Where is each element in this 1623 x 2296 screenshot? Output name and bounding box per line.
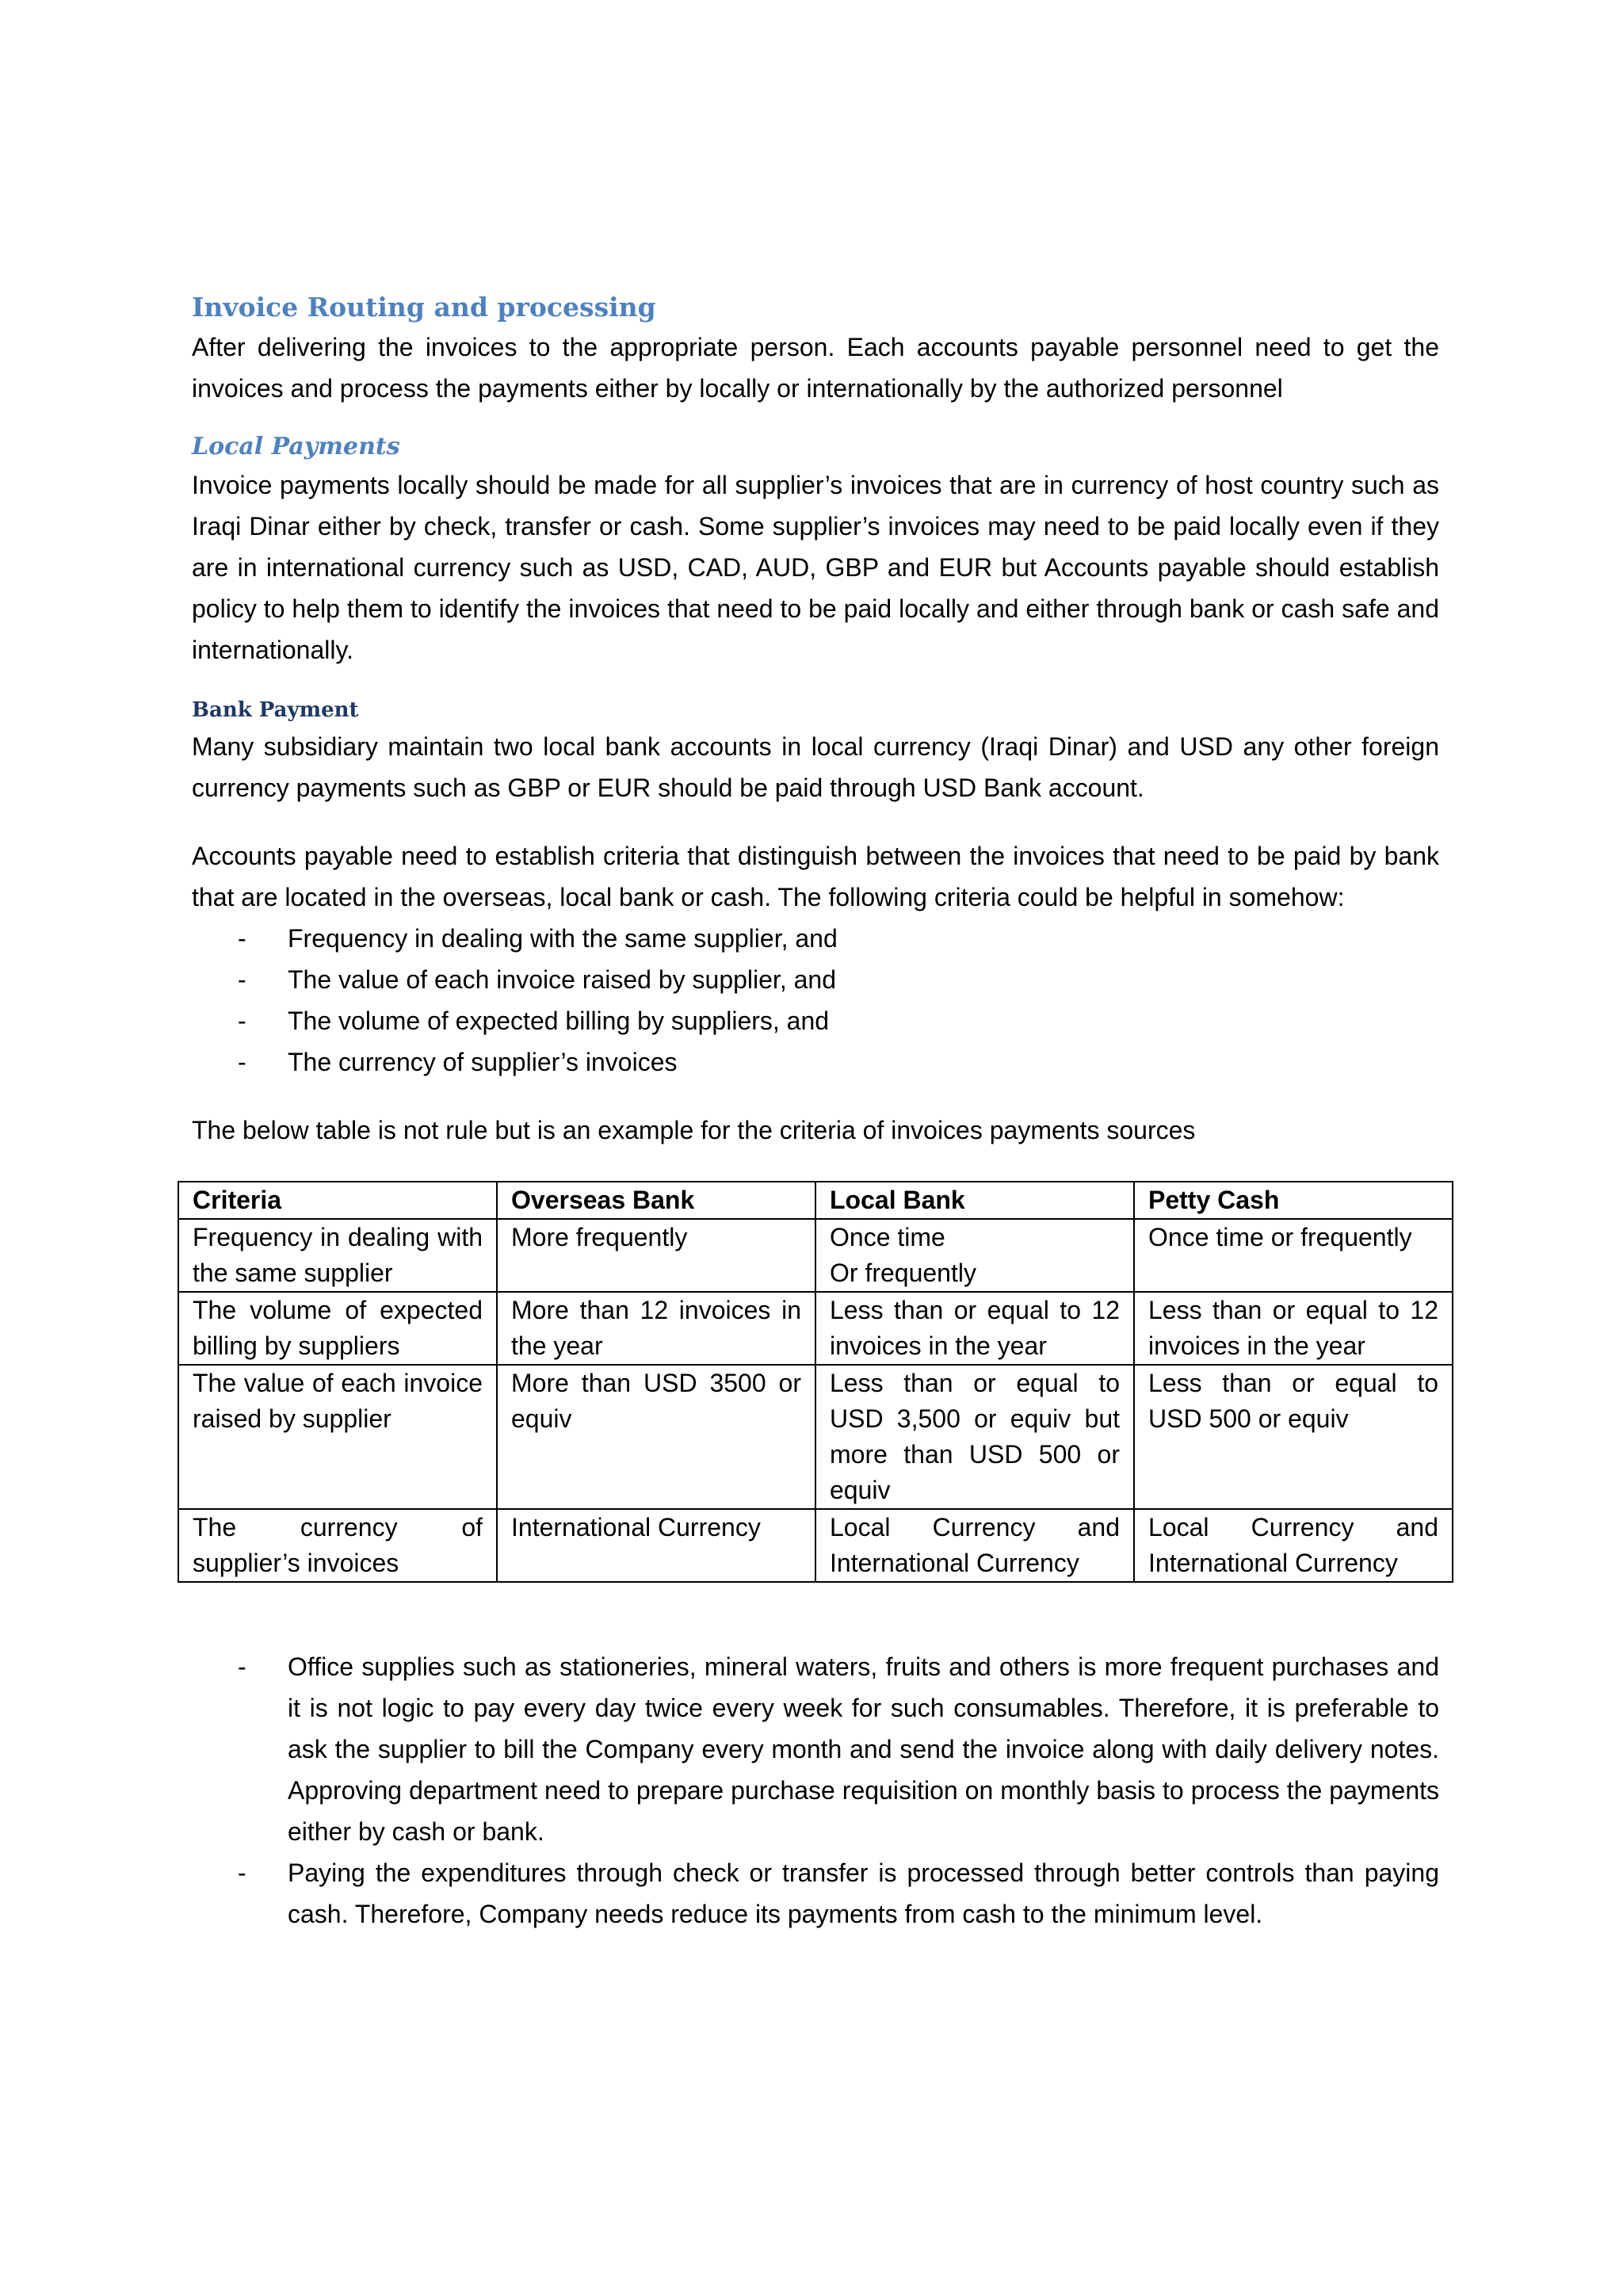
bank-payment-heading: Bank Payment	[192, 698, 359, 722]
list-item-text: The currency of supplier’s invoices	[288, 1048, 678, 1076]
cell-criteria: The volume of expected billing by suppliers	[178, 1292, 497, 1365]
header-criteria: Criteria	[178, 1182, 497, 1219]
table-row	[178, 1219, 1453, 1292]
list-item-text: The value of each invoice raised by supplier, and	[288, 965, 836, 994]
cell-overseas: More frequently	[497, 1219, 815, 1292]
document-page	[192, 288, 1439, 1935]
cell-criteria: The value of each invoice raised by supplier	[178, 1365, 497, 1509]
header-petty-cash: Petty Cash	[1134, 1182, 1453, 1219]
cell-local: Local Currency and International Currency	[815, 1509, 1134, 1582]
intro-paragraph: After delivering the invoices to the appropriate person. Each accounts payable personnel need to get the invoices and process the payments either by locally or internationally by the authorized personnel	[192, 333, 1439, 403]
table-header-row	[178, 1182, 1453, 1219]
list-item-text: The volume of expected billing by suppliers, and	[288, 1007, 830, 1035]
cell-local: Less than or equal to 12 invoices in the year	[815, 1292, 1134, 1365]
list-item	[192, 1041, 1439, 1083]
cell-local: Less than or equal to USD 3,500 or equiv but more than USD 500 or equiv	[815, 1365, 1134, 1509]
list-item-text: Office supplies such as stationeries, mineral waters, fruits and others is more frequent purchases and it is not logic to pay every day twice every week for such consumables. Therefore, it is preferable to ask the supplier to bill the Company every month and send the invoice along with daily delivery notes. Approving department need to prepare purchase requisition on monthly basis to process the payments either by cash or bank.	[288, 1652, 1439, 1846]
cell-overseas: More than 12 invoices in the year	[497, 1292, 815, 1365]
cell-petty: Less than or equal to 12 invoices in the year	[1134, 1292, 1453, 1365]
list-item	[192, 1000, 1439, 1041]
list-item	[192, 918, 1439, 959]
local-payments-heading: Local Payments	[192, 433, 400, 460]
cell-local-line: Or frequently	[830, 1259, 976, 1287]
dash-bullet: -	[238, 965, 246, 994]
criteria-table	[178, 1181, 1453, 1583]
dash-bullet: -	[238, 924, 246, 953]
list-item	[192, 959, 1439, 1000]
cell-petty: Once time or frequently	[1134, 1219, 1453, 1292]
criteria-intro-paragraph: Accounts payable need to establish criteria that distinguish between the invoices that need to be paid by bank that are located in the overseas, local bank or cash. The following criteria could be helpful in somehow:	[192, 842, 1439, 911]
bank-payment-paragraph: Many subsidiary maintain two local bank accounts in local currency (Iraqi Dinar) and USD any other foreign currency payments such as GBP or EUR should be paid through USD Bank account.	[192, 732, 1439, 802]
cell-local-line: Once time	[830, 1223, 945, 1251]
cell-petty: Local Currency and International Currency	[1134, 1509, 1453, 1582]
dash-bullet: -	[238, 1652, 246, 1681]
table-row	[178, 1365, 1453, 1509]
table-row	[178, 1509, 1453, 1582]
cell-local	[815, 1219, 1134, 1292]
local-payments-paragraph: Invoice payments locally should be made for all supplier’s invoices that are in currency of host country such as Iraqi Dinar either by check, transfer or cash. Some supplier’s invoices may need to be paid locally even if they are in international currency such as USD, CAD, AUD, GBP and EUR but Accounts payable should establish policy to help them to identify the invoices that need to be paid locally and either through bank or cash safe and internationally.	[192, 471, 1439, 664]
header-local-bank: Local Bank	[815, 1182, 1134, 1219]
table-intro-paragraph: The below table is not rule but is an example for the criteria of invoices payments sources	[192, 1116, 1196, 1144]
header-overseas-bank: Overseas Bank	[497, 1182, 815, 1219]
list-item	[192, 1852, 1439, 1935]
cell-criteria: Frequency in dealing with the same supplier	[178, 1219, 497, 1292]
cell-petty: Less than or equal to USD 500 or equiv	[1134, 1365, 1453, 1509]
section-title: Invoice Routing and processing	[192, 292, 656, 323]
cell-criteria: The currency of supplier’s invoices	[178, 1509, 497, 1582]
criteria-list	[192, 918, 1439, 1083]
list-item-text: Paying the expenditures through check or transfer is processed through better controls than paying cash. Therefore, Company needs reduce its payments from cash to the minimum level.	[288, 1859, 1439, 1928]
cell-overseas: International Currency	[497, 1509, 815, 1582]
dash-bullet: -	[238, 1048, 246, 1076]
table-row	[178, 1292, 1453, 1365]
notes-list	[192, 1646, 1439, 1935]
dash-bullet: -	[238, 1859, 246, 1887]
dash-bullet: -	[238, 1007, 246, 1035]
cell-overseas: More than USD 3500 or equiv	[497, 1365, 815, 1509]
list-item	[192, 1646, 1439, 1852]
list-item-text: Frequency in dealing with the same supplier, and	[288, 924, 838, 953]
